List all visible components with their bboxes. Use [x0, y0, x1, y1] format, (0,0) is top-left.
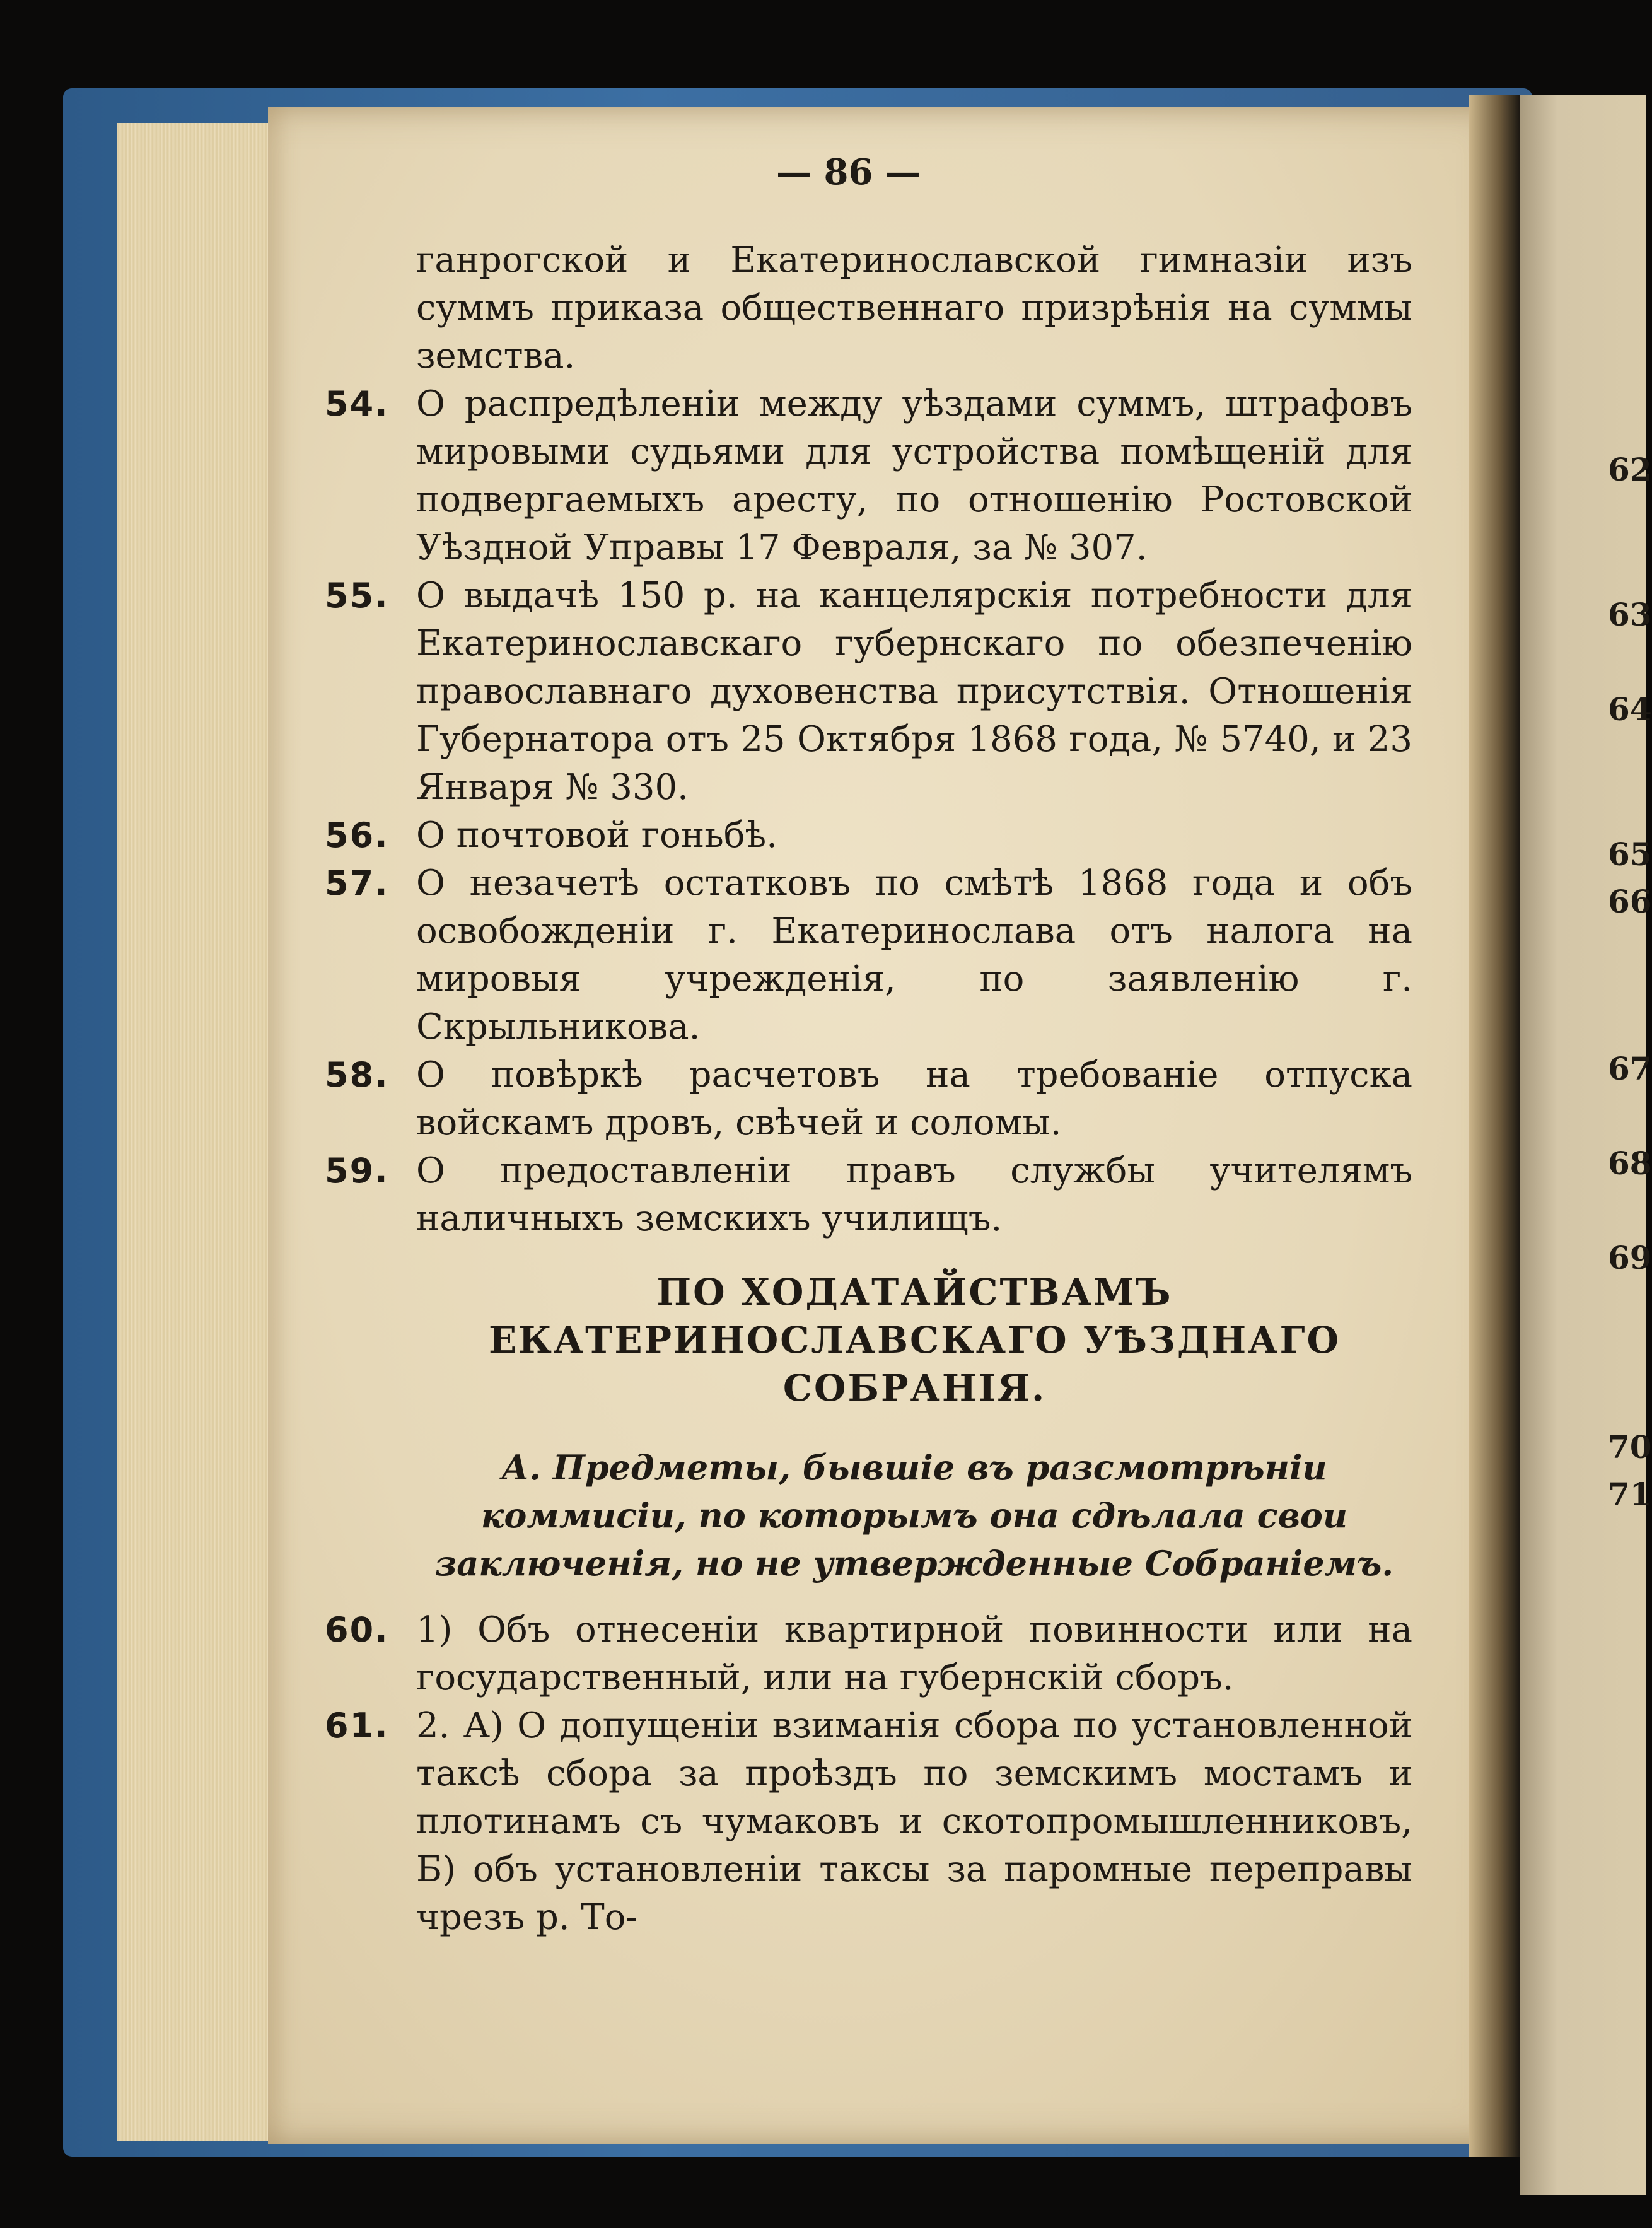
- item-number: 56.: [325, 815, 389, 855]
- list-item: [325, 860, 1412, 1051]
- list-item: [325, 1702, 1412, 1942]
- adjacent-page-number: 70: [1608, 1428, 1652, 1466]
- page-text: [0, 236, 1646, 1942]
- item-text: 2. А) О допущеніи взиманія сбора по установленной таксѣ сбора за проѣздъ по земскимъ мостамъ и плотинамъ съ чумаковъ и скотопромышленниковъ, Б) объ установленіи таксы за паромные переправы чрезъ р. То-: [416, 1705, 1412, 1938]
- item-text: О незачетѣ остатковъ по смѣтѣ 1868 года и объ освобожденіи г. Екатеринослава отъ налога на мировыя учрежденія, по заявленію г. Скрыльникова.: [416, 863, 1412, 1047]
- item-text: О предоставленіи правъ службы учителямъ наличныхъ земскихъ училищъ.: [416, 1150, 1412, 1239]
- continuation-paragraph: ганрогской и Екатеринославской гимназіи изъ суммъ приказа общественнаго призрѣнія на суммы земства.: [416, 240, 1412, 376]
- adjacent-page-number: 65: [1608, 836, 1652, 873]
- list-item: [325, 812, 1412, 860]
- page-number-header: — 86 —: [776, 151, 921, 193]
- item-number: 61.: [325, 1706, 389, 1746]
- adjacent-page-number: 69: [1608, 1239, 1652, 1276]
- item-text: О распредѣленіи между уѣздами суммъ, штрафовъ мировыми судьями для устройства помѣщеній для подвергаемыхъ аресту, по отношенію Ростовской Уѣздной Управы 17 Февраля, за № 307.: [416, 383, 1412, 568]
- item-number: 54.: [325, 384, 389, 424]
- item-number: 57.: [325, 863, 389, 903]
- adjacent-page-number: 63: [1608, 596, 1652, 633]
- adjacent-page-number: 68: [1608, 1145, 1652, 1182]
- adjacent-page-number: 71: [1608, 1476, 1652, 1513]
- adjacent-page-number: 67: [1608, 1050, 1652, 1087]
- item-text: О выдачѣ 150 р. на канцелярскія потребности для Екатеринославскаго губернскаго по обезпеченію православнаго духовенства присутствія. Отношенія Губернатора отъ 25 Октября 1868 года, № 5740, и 23 Января № 330.: [416, 575, 1412, 808]
- items-list-bottom: [0, 1606, 1646, 1942]
- section-heading: ПО ХОДАТАЙСТВАМЪ ЕКАТЕРИНОСЛАВСКАГО УѢЗДНАГО СОБРАНІЯ.: [488, 1271, 1341, 1409]
- list-item: [325, 572, 1412, 812]
- item-number: 59.: [325, 1151, 389, 1191]
- items-list-top: [0, 380, 1646, 1243]
- item-number: 55.: [325, 576, 389, 615]
- list-item: [325, 1051, 1412, 1147]
- adjacent-page-number: 66: [1608, 883, 1652, 920]
- item-number: 58.: [325, 1055, 389, 1095]
- adjacent-page-number: 64: [1608, 691, 1652, 728]
- list-item: [325, 1147, 1412, 1243]
- item-text: О повѣркѣ расчетовъ на требованіе отпуска войскамъ дровъ, свѣчей и соломы.: [416, 1054, 1412, 1143]
- list-item: [325, 380, 1412, 572]
- item-number: 60.: [325, 1610, 389, 1650]
- section-subheading: А. Предметы, бывшіе въ разсмотрѣніи коммисіи, по которымъ она сдѣлала свои заключенія, но не утвержденные Собраніемъ.: [434, 1447, 1394, 1584]
- item-text: 1) Объ отнесеніи квартирной повинности или на государственный, или на губернскій сборъ.: [416, 1609, 1412, 1698]
- adjacent-page-number: 62: [1608, 451, 1652, 488]
- item-text: О почтовой гоньбѣ.: [416, 815, 777, 856]
- list-item: [325, 1606, 1412, 1702]
